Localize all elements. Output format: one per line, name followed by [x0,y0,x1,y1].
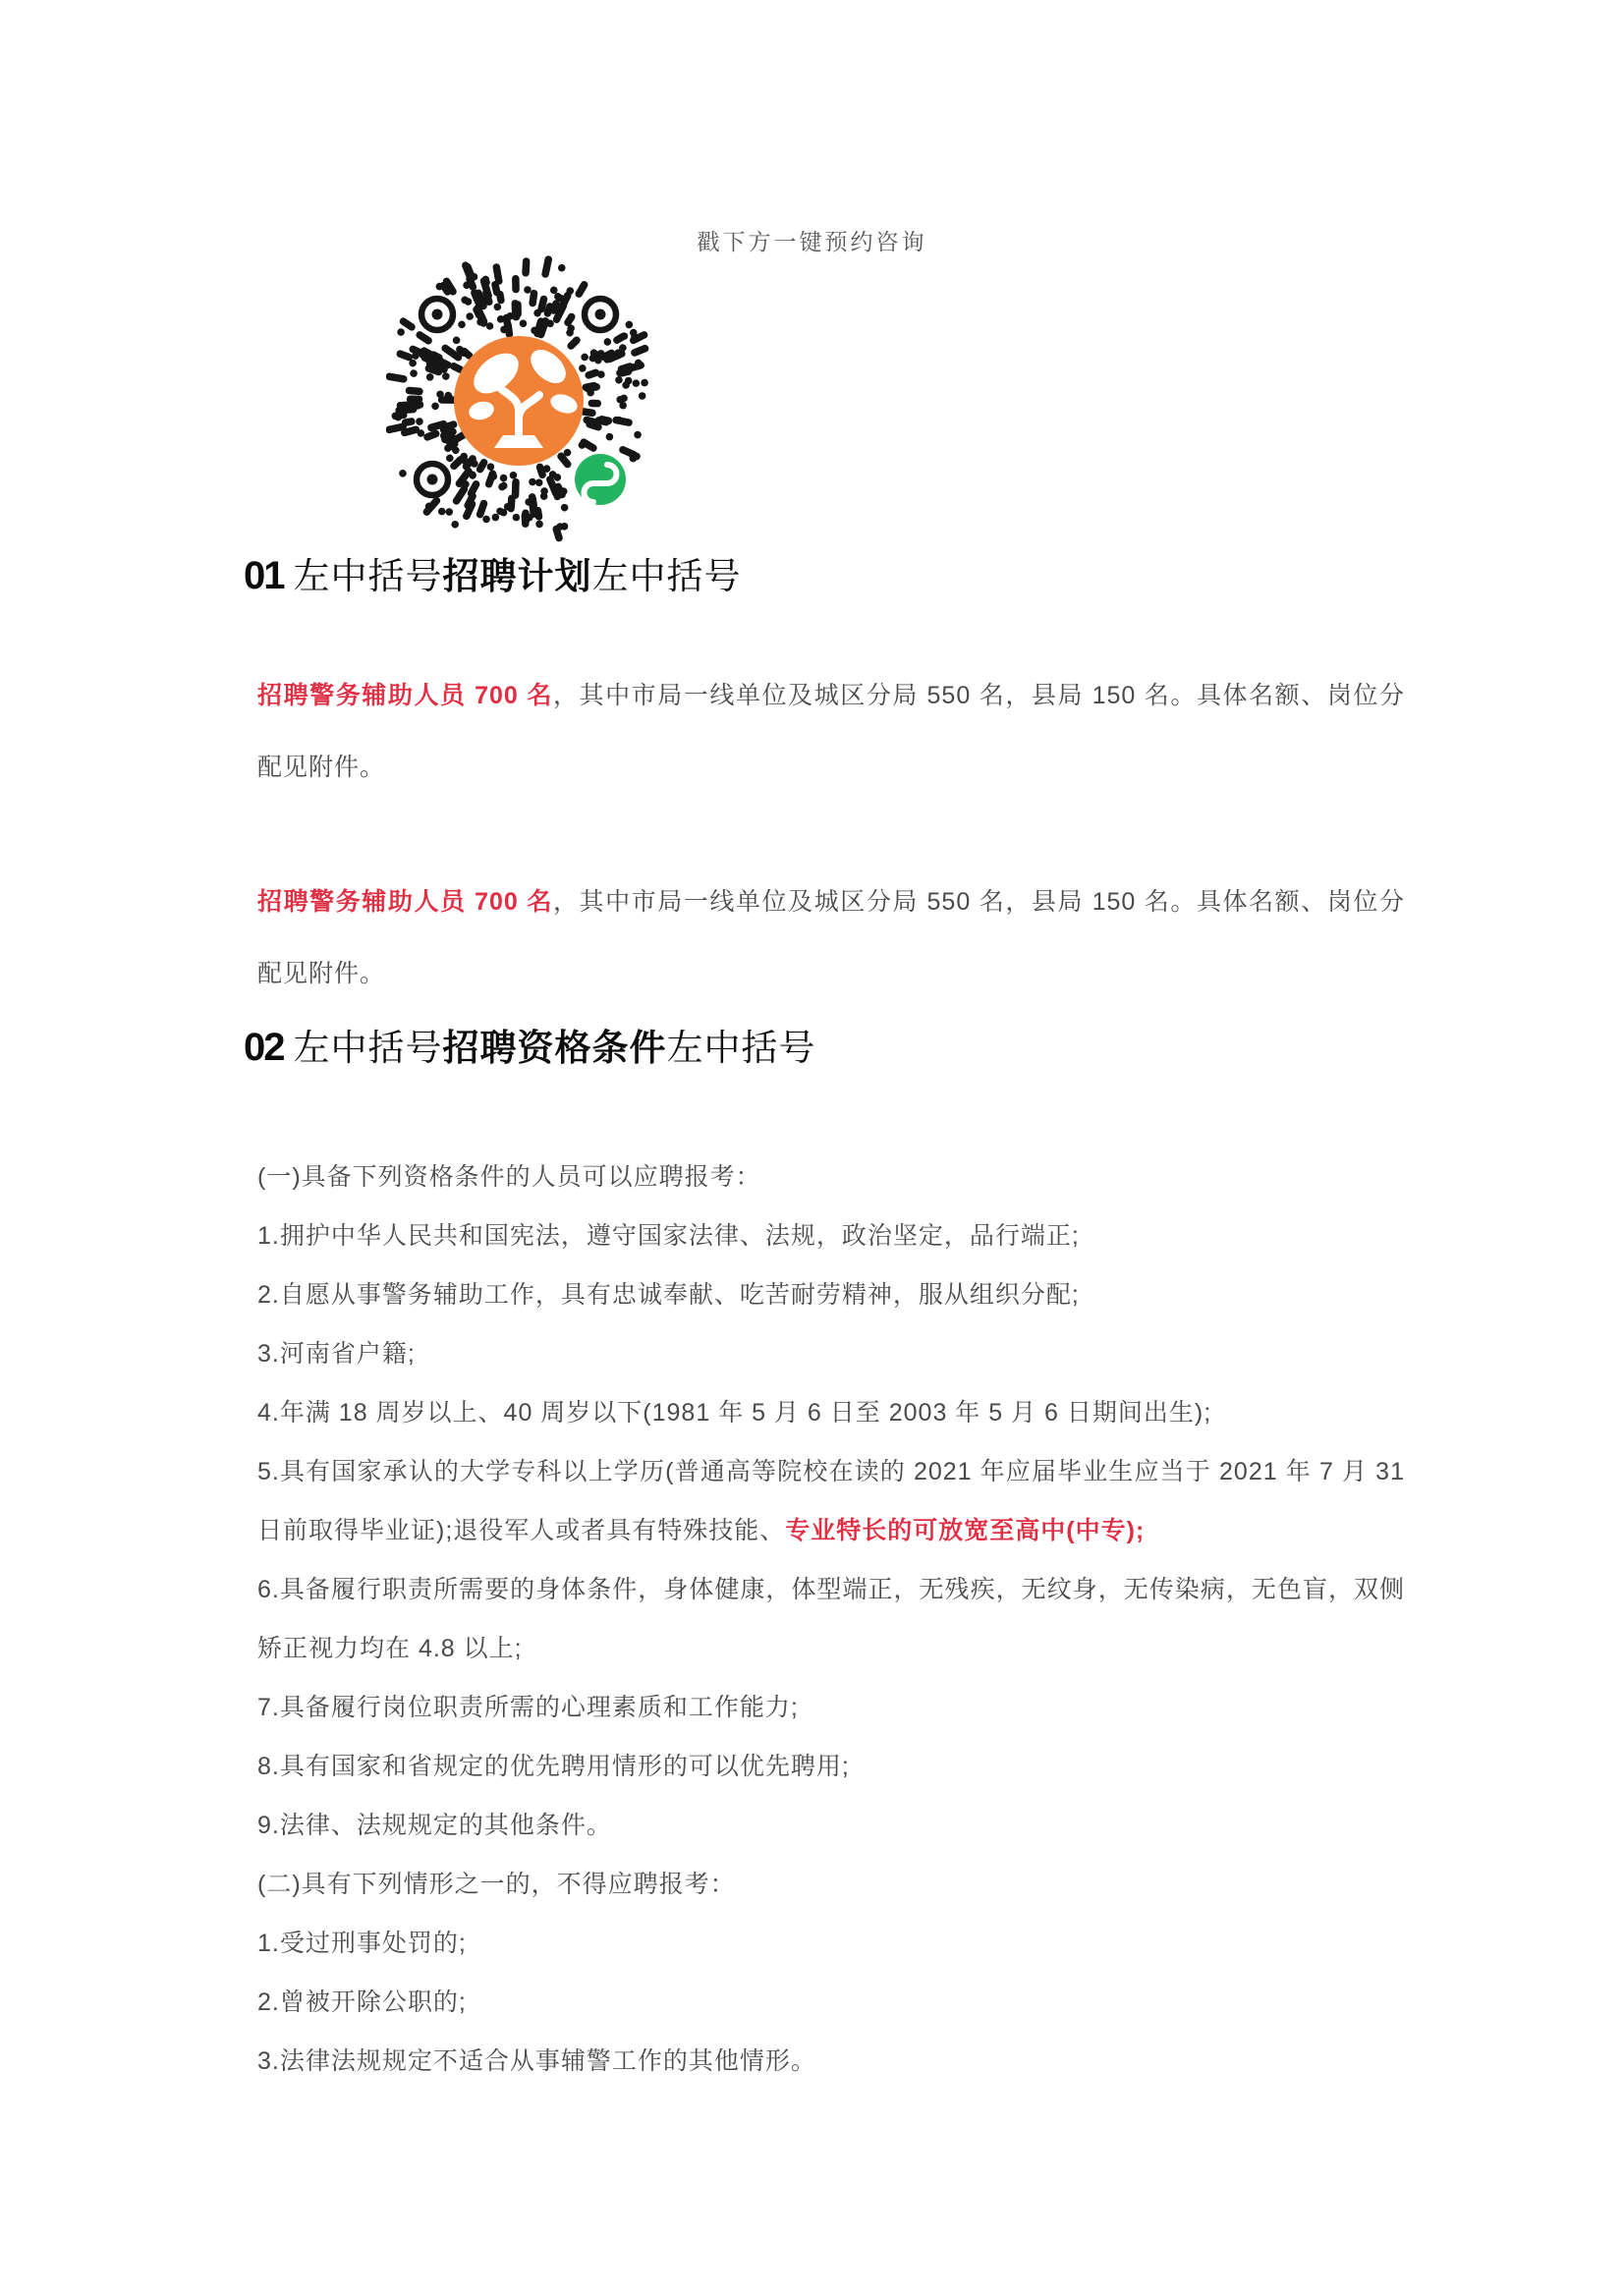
section-heading-qualifications [244,1018,816,1071]
condition-text: 6.具备履行职责所需要的身体条件，身体健康，体型端正，无残疾，无纹身，无传染病，无色盲，双侧矫正视力均在 4.8 以上; [257,1576,1405,1662]
condition-text: 5.具有国家承认的大学专科以上学历(普通高等院校在读的 2021 年应届毕业生应当于 2021 年 7 月 31 日前取得毕业证);退役军人或者具有特殊技能、 [257,1458,1405,1544]
condition-item [257,1973,1405,2032]
section-number: 01 [244,554,284,597]
condition-item [257,1324,1405,1383]
qr-code-graphic [386,255,653,548]
condition-item [257,1796,1405,1855]
qr-miniprogram-badge-icon [575,454,626,505]
condition-text: 9.法律、法规规定的其他条件。 [257,1812,612,1839]
condition-text: (二)具有下列情形之一的，不得应聘报考： [257,1871,736,1898]
condition-item [257,1855,1405,1914]
qr-center-logo [454,336,584,466]
wechat-mini-program-qr-code[interactable] [386,255,653,548]
conditions-list [257,1148,1405,2091]
condition-item [257,1737,1405,1796]
condition-item [257,1914,1405,1973]
section-number: 02 [244,1026,284,1069]
condition-text: 1.受过刑事处罚的; [257,1930,467,1957]
condition-item [257,1383,1405,1442]
condition-text: 2.曾被开除公职的; [257,1988,467,2016]
bracket-right-text: 左中括号 [591,556,742,596]
bracket-left-text: 左中括号 [293,1028,443,1068]
bracket-right-text: 左中括号 [666,1028,816,1068]
plan-highlight: 招聘警务辅助人员 700 名 [257,888,553,916]
condition-text: (一)具备下列资格条件的人员可以应聘报考： [257,1163,761,1191]
bracket-left-text: 左中括号 [293,556,443,596]
condition-item [257,1148,1405,1206]
condition-item [257,1678,1405,1737]
condition-text: 3.河南省户籍; [257,1340,416,1368]
section-title: 招聘计划 [442,556,592,596]
condition-text: 2.自愿从事警务辅助工作，具有忠诚奉献、吃苦耐劳精神，服从组织分配; [257,1281,1080,1309]
qr-caption: 戳下方一键预约咨询 [697,229,927,254]
section-title: 招聘资格条件 [442,1028,667,1068]
condition-item [257,1265,1405,1324]
plan-paragraph [257,660,1405,804]
condition-item [257,1560,1405,1678]
condition-text: 7.具备履行岗位职责所需的心理素质和工作能力; [257,1694,799,1721]
condition-text: 4.年满 18 周岁以上、40 周岁以下(1981 年 5 月 6 日至 2003 年 5 月 6 日期间出生); [257,1399,1212,1427]
condition-text: 3.法律法规规定不适合从事辅警工作的其他情形。 [257,2047,816,2075]
condition-highlight: 专业特长的可放宽至高中(中专); [785,1517,1146,1544]
condition-text: 1.拥护中华人民共和国宪法，遵守国家法律、法规，政治坚定，品行端正; [257,1222,1080,1250]
qr-eye-top-left [421,299,453,330]
plan-body-text: ，其中市局一线单位及城区分局 550 名，县局 150 名。具体名额、岗位分配见附件。 [257,682,1405,781]
plan-paragraph [257,867,1405,1010]
condition-item [257,2032,1405,2091]
condition-item [257,1206,1405,1265]
qr-eye-top-right [585,299,616,330]
plan-highlight: 招聘警务辅助人员 700 名 [257,682,553,709]
condition-item [257,1442,1405,1560]
section-heading-recruit-plan [244,546,742,599]
condition-text: 8.具有国家和省规定的优先聘用情形的可以优先聘用; [257,1753,850,1780]
plan-body-text: ，其中市局一线单位及城区分局 550 名，县局 150 名。具体名额、岗位分配见附件。 [257,888,1405,987]
qr-eye-bottom-left [417,464,448,495]
